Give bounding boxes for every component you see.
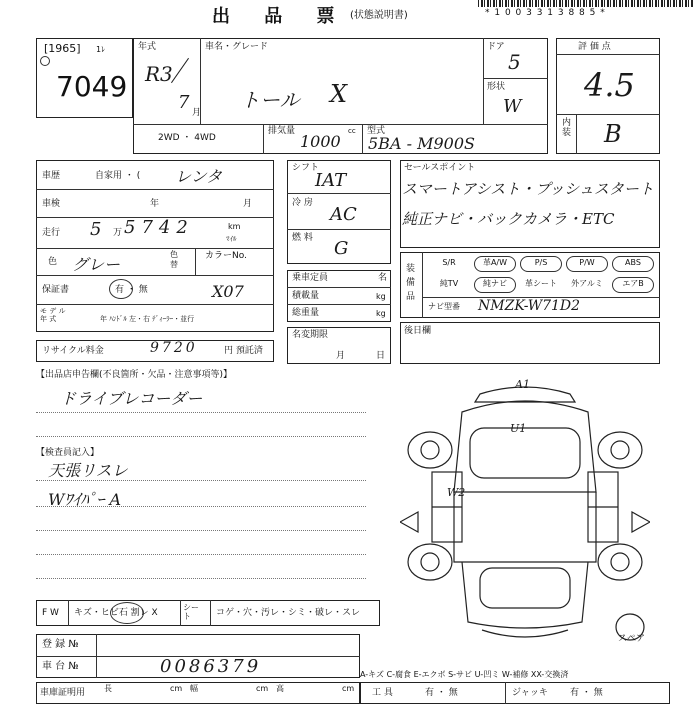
value-color-no: X07 [212, 282, 244, 301]
car-diagram [400, 372, 650, 662]
label-teiin: 乗車定員 [292, 273, 329, 283]
label-yen: 円 預託済 [224, 346, 263, 356]
label-hoshosho-opts: 有 ・ 無 [115, 285, 148, 295]
label-naga: 長 [104, 684, 112, 693]
label-hoshosho: 保証書 [42, 285, 70, 295]
value-sales-line2: 純正ナビ・バックカメラ・ETC [402, 210, 615, 228]
legend: A-キズ C-腐食 E-エクボ S-サビ U-凹ミ W-補修 XX-交換済 [360, 670, 569, 679]
label-hyoka: 評 価 点 [578, 42, 611, 52]
value-model-code: 5BA - M900S [368, 134, 475, 153]
equipment-item: 革A/W [474, 256, 516, 272]
label-reibo: 冷 房 [292, 198, 313, 208]
value-score: 4.5 [584, 66, 635, 104]
label-shift: シフト [292, 163, 320, 173]
label-recycle: リサイクル料金 [42, 346, 104, 356]
label-navi-type: ナビ型番 [428, 302, 460, 311]
value-history: レンタ [175, 167, 222, 186]
equipment-item: 革シート [525, 279, 557, 288]
label-shaken: 車検 [42, 199, 61, 209]
label-shamei: 車名・グレード [205, 42, 269, 52]
label-nenshiki: 年式 [138, 42, 157, 52]
value-shift: IAT [315, 170, 347, 191]
label-keijo: 形状 [487, 82, 506, 92]
value-navi-model: NMZK-W71D2 [478, 298, 581, 314]
equipment-item: S/R [442, 258, 456, 267]
label-sobi: 装 備 品 [406, 264, 416, 302]
lot-year-code: [1965] [44, 42, 81, 55]
form-title: 出 品 票 [212, 6, 349, 27]
equipment-item: P/W [566, 256, 608, 272]
label-sales: セールスポイント [404, 163, 476, 173]
value-chassis-no: 0086379 [160, 656, 262, 677]
label-shaken-gatsu: 月 [243, 199, 253, 209]
label-kogu-opts: 有 ・ 無 [425, 688, 458, 698]
lot-number: 7049 [56, 70, 128, 103]
lot-circle [40, 56, 50, 66]
label-cm1: cm [170, 684, 183, 693]
value-interior: B [604, 120, 622, 148]
label-haba: 幅 [190, 684, 198, 693]
label-fw-opts: キズ・ヒビ石 割レ X [74, 608, 158, 618]
value-tsuki: 月 [192, 108, 202, 118]
label-mile: ﾏｲﾙ [226, 235, 237, 243]
value-recycle-fee: 9720 [150, 340, 198, 356]
label-man: 万 [113, 228, 123, 238]
label-seat-opts: コゲ・穴・汚レ・シミ・破レ・スレ [216, 608, 361, 618]
diagram-mark-a1: A1 [515, 378, 530, 391]
label-shaken-nen: 年 [150, 199, 160, 209]
label-takasa: 高 [276, 684, 284, 693]
value-mileage-man: 5 [90, 219, 102, 240]
value-sales-line1: スマートアシスト・プッシュスタート [402, 180, 654, 198]
fw-circle [110, 602, 144, 624]
label-seat: シー ト [183, 603, 199, 621]
label-shomei: 車庫証明用 [40, 688, 86, 698]
value-applicant-note: ドライブレコーダー [60, 389, 203, 408]
label-kosekiran: 後日欄 [404, 326, 432, 336]
value-inspector-line1: 天張リスレ [48, 461, 128, 480]
label-meihen-gatsu: 月 [336, 351, 346, 361]
label-shadai: 車 台 № [42, 661, 79, 672]
label-naiso: 内 装 [562, 118, 572, 138]
diagram-mark-u1: U1 [510, 422, 527, 435]
value-displacement: 1000 [300, 132, 341, 151]
value-fuel: G [334, 238, 349, 259]
label-shareki: 車歴 [42, 171, 61, 181]
label-kg2: kg [376, 309, 386, 318]
sales-box [400, 160, 660, 248]
label-cm2: cm [256, 684, 269, 693]
label-haikiryo: 排気量 [268, 126, 296, 136]
equipment-item: 純ナビ [474, 277, 516, 293]
label-kg1: kg [376, 292, 386, 301]
label-meihen: 名変期限 [292, 330, 329, 340]
diagram-mark-w: W2 [447, 486, 466, 499]
barcode-text: * 1 0 0 3 3 1 3 8 8 5 * [485, 8, 606, 18]
equipment-item: P/S [520, 256, 562, 272]
label-door: ドア [487, 42, 505, 52]
label-nenryo: 燃 料 [292, 233, 313, 243]
label-sekisai: 積載量 [292, 291, 320, 301]
label-kensain: 【検査員記入】 [36, 448, 100, 458]
value-year: R3 [145, 62, 173, 86]
label-irogae: 色 替 [170, 250, 178, 269]
hoshosho-circle [109, 279, 133, 299]
label-cc: cc [348, 127, 356, 135]
equipment-item: 外アルミ [571, 279, 603, 288]
value-doors: 5 [508, 50, 521, 74]
label-jack: ジャッキ [512, 688, 548, 698]
label-shuppinten: 【出品店申告欄(不良箇所・欠品・注意事項等)】 [36, 370, 233, 380]
label-cm3: cm [342, 684, 355, 693]
kojitsu-box [400, 322, 660, 364]
label-kogu: 工 具 [372, 688, 393, 698]
label-fw: F W [42, 608, 59, 618]
label-color-no: カラーNo. [205, 251, 247, 261]
label-spare: スペア [618, 634, 646, 644]
value-body-type: W [503, 96, 522, 117]
equipment-item: ABS [612, 256, 654, 272]
label-model-year-rest: 年 ﾊﾝﾄﾞﾙ 左・右 ﾃﾞｨｰﾗｰ・並行 [100, 315, 195, 323]
label-km: km [228, 222, 241, 231]
value-color: グレー [72, 255, 121, 274]
label-drive: 2WD ・ 4WD [158, 133, 216, 143]
lot-code-suffix: 1ﾚ [96, 45, 106, 54]
label-toroku: 登 録 № [42, 639, 79, 650]
label-mei: 名 [378, 273, 388, 283]
label-meihen-nichi: 日 [376, 351, 386, 361]
value-mileage-rest: 5742 [124, 217, 194, 238]
form-subtitle: (状態説明書) [350, 10, 408, 21]
label-shareki-opts: 自家用 ・ ( [95, 171, 141, 181]
value-car-name: トール [240, 88, 300, 112]
value-inspector-line2: Wﾜｲﾊﾟｰ A [48, 490, 122, 509]
value-ac: AC [330, 204, 357, 225]
label-soko: 走行 [42, 228, 61, 238]
detail-table [36, 160, 274, 332]
label-model-year: モ デ ル 年 式 [40, 307, 66, 323]
label-iro: 色 [48, 257, 58, 267]
equipment-item: エアB [612, 277, 654, 293]
equipment-item: 純TV [439, 279, 459, 288]
value-grade: X [330, 80, 348, 108]
barcode [478, 0, 693, 7]
label-sojuryo: 総重量 [292, 308, 320, 318]
label-katashiki: 型式 [367, 126, 386, 136]
label-jack-opts: 有 ・ 無 [570, 688, 603, 698]
value-month: 7 [178, 92, 190, 113]
